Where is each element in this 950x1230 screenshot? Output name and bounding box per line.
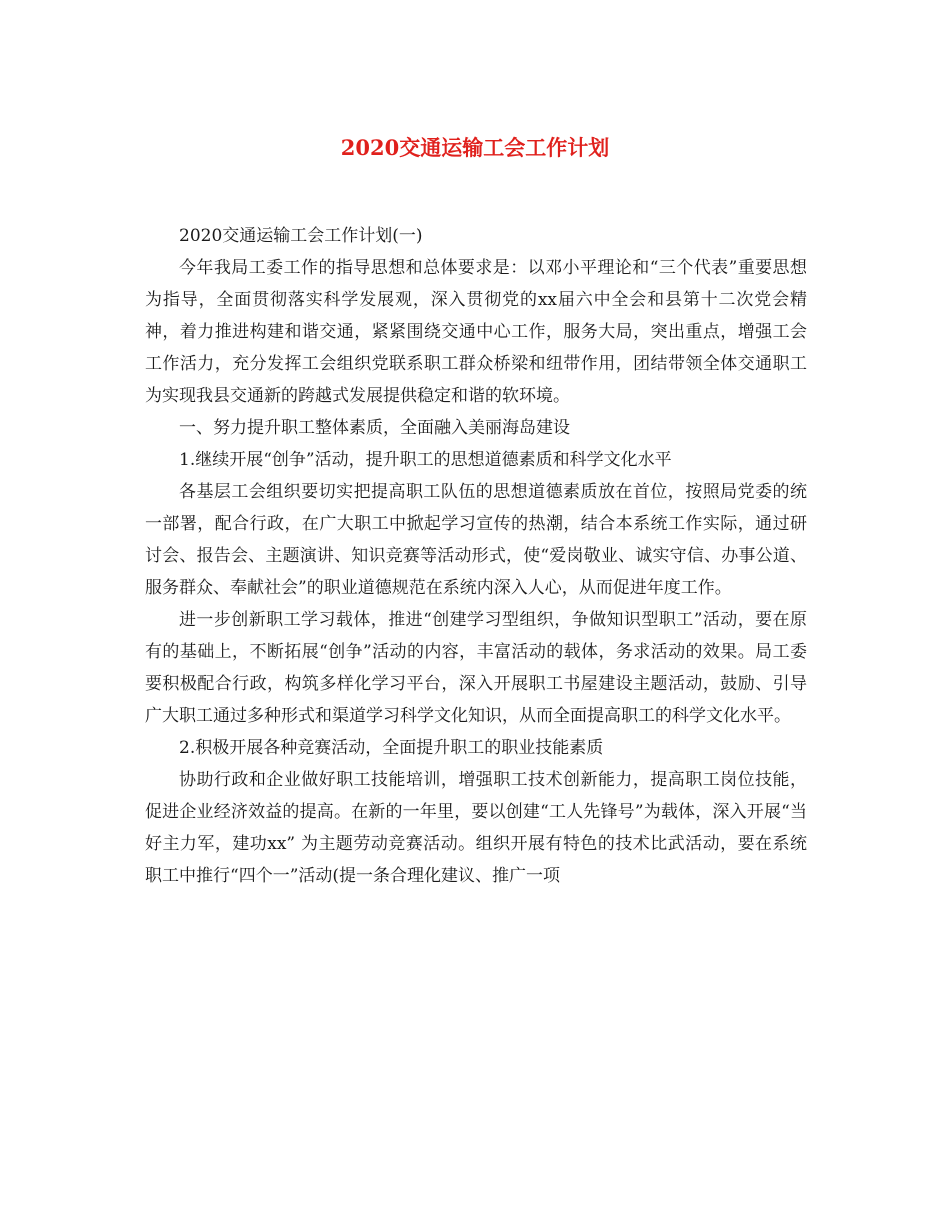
subsection-heading: 2.积极开展各种竞赛活动，全面提升职工的职业技能素质 (179, 738, 604, 758)
section-heading: 一、努力提升职工整体素质，全面融入美丽海岛建设 (179, 418, 570, 438)
paragraph: 今年我局工委工作的指导思想和总体要求是：以邓小平理论和“三个代表”重要思想为指导，全面贯彻落实科学发展观，深入贯彻党的xx届六中全会和县第十二次党会精神，着力推进构建和谐交通，紧紧围绕交通中心工作，服务大局，突出重点，增强工会工作活力，充分发挥工会组织党联系职工群众桥梁和纽带作用，团结带领全体交通职工为实现我县交通新的跨越式发展提供稳定和谐的软环境。 (145, 258, 807, 406)
document-title: 2020交通运输工会工作计划 (340, 135, 610, 160)
document-body (145, 220, 807, 892)
section-heading: 2020交通运输工会工作计划(一) (179, 226, 423, 246)
subsection-heading: 1.继续开展“创争”活动，提升职工的思想道德素质和科学文化水平 (179, 450, 672, 470)
paragraph: 各基层工会组织要切实把提高职工队伍的思想道德素质放在首位，按照局党委的统一部署，配合行政，在广大职工中掀起学习宣传的热潮，结合本系统工作实际，通过研讨会、报告会、主题演讲、知识竞赛等活动形式，使“爱岗敬业、诚实守信、办事公道、服务群众、奉献社会”的职业道德规范在系统内深入人心，从而促进年度工作。 (145, 482, 807, 598)
paragraph: 进一步创新职工学习载体，推进“创建学习型组织，争做知识型职工”活动，要在原有的基础上，不断拓展“创争”活动的内容，丰富活动的载体，务求活动的效果。局工委要积极配合行政，构筑多样化学习平台，深入开展职工书屋建设主题活动，鼓励、引导广大职工通过多种形式和渠道学习科学文化知识，从而全面提高职工的科学文化水平。 (145, 610, 807, 726)
paragraph: 协助行政和企业做好职工技能培训，增强职工技术创新能力，提高职工岗位技能，促进企业经济效益的提高。在新的一年里，要以创建“工人先锋号”为载体，深入开展“当好主力军，建功xx” 为主题劳动竞赛活动。组织开展有特色的技术比武活动，要在系统职工中推行“四个一”活动(提一条合理化建议、推广一项 (145, 770, 807, 886)
